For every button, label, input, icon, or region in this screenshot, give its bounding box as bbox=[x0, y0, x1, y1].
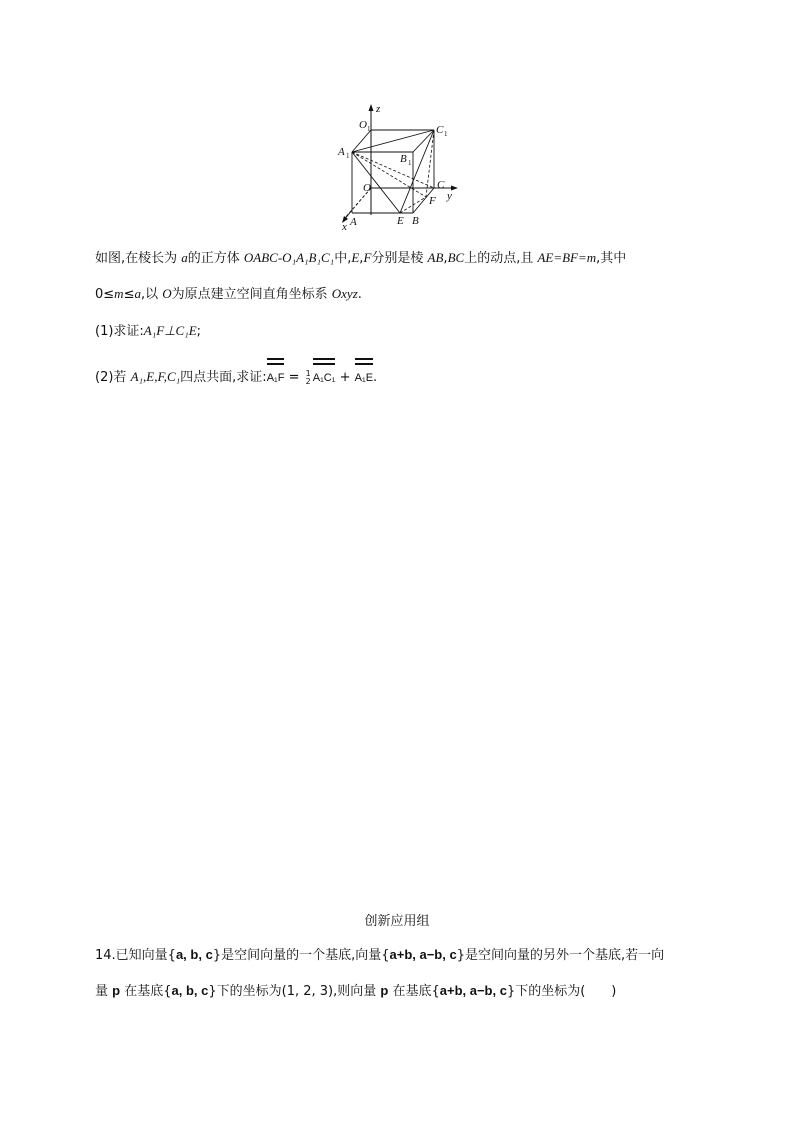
label-O1-sub: 1 bbox=[367, 125, 371, 133]
label-z: z bbox=[376, 103, 381, 115]
problem13-line2: 0≤m≤a,以 O为原点建立空间直角坐标系 Oxyz. bbox=[95, 286, 362, 302]
label-A1: A bbox=[338, 146, 345, 158]
label-E: E bbox=[397, 215, 404, 227]
problem13-part1: (1)求证:A₁F⊥C₁E; bbox=[95, 323, 202, 339]
label-x: x bbox=[342, 221, 347, 233]
problem13-part2: (2)若 A₁,E,F,C₁四点共面,求证:A₁F = 1 2 A₁C₁ + A₁E. bbox=[95, 368, 378, 386]
label-O: O bbox=[363, 182, 371, 194]
z-arrow bbox=[369, 104, 374, 111]
seg-A1-C1 bbox=[352, 130, 434, 152]
section-title: 创新应用组 bbox=[364, 914, 430, 929]
vector-A1E: A₁E bbox=[355, 369, 373, 387]
cube-diagram bbox=[330, 100, 470, 233]
vector-A1C1: A₁C₁ bbox=[313, 369, 336, 387]
cube-figure bbox=[330, 100, 470, 233]
vector-A1F: A₁F bbox=[267, 369, 285, 387]
fraction-one-half: 1 2 bbox=[305, 368, 311, 386]
edge-A1-O1 bbox=[352, 130, 371, 152]
label-C: C bbox=[437, 179, 445, 191]
edge-B1-C1 bbox=[413, 130, 434, 152]
problem13-intro-line: 如图,在棱长为 a的正方体 OABC-O₁A₁B₁C₁中,E,F分别是棱 AB,BC上的动点,且 AE=BF=m,其中 bbox=[95, 250, 627, 266]
label-F: F bbox=[429, 195, 436, 207]
label-A1-sub: 1 bbox=[346, 152, 350, 160]
label-y: y bbox=[447, 190, 452, 202]
label-C1: C bbox=[436, 124, 444, 136]
seg-A1-E bbox=[352, 152, 400, 213]
label-B1-sub: 1 bbox=[408, 159, 412, 167]
label-B: B bbox=[412, 215, 419, 227]
problem14-line2: 量 p 在基底{a, b, c}下的坐标为(1, 2, 3),则向量 p 在基底{a+b, a−b, c}下的坐标为( ) bbox=[95, 983, 617, 999]
label-A: A bbox=[350, 216, 357, 228]
label-O1: O bbox=[359, 119, 367, 131]
y-arrow bbox=[451, 186, 458, 191]
problem14-line1: 14.已知向量{a, b, c}是空间向量的一个基底,向量{a+b, a−b, c}是空间向量的另外一个基底,若一向 bbox=[95, 947, 665, 963]
label-C1-sub: 1 bbox=[444, 130, 448, 138]
label-B1: B bbox=[400, 153, 407, 165]
